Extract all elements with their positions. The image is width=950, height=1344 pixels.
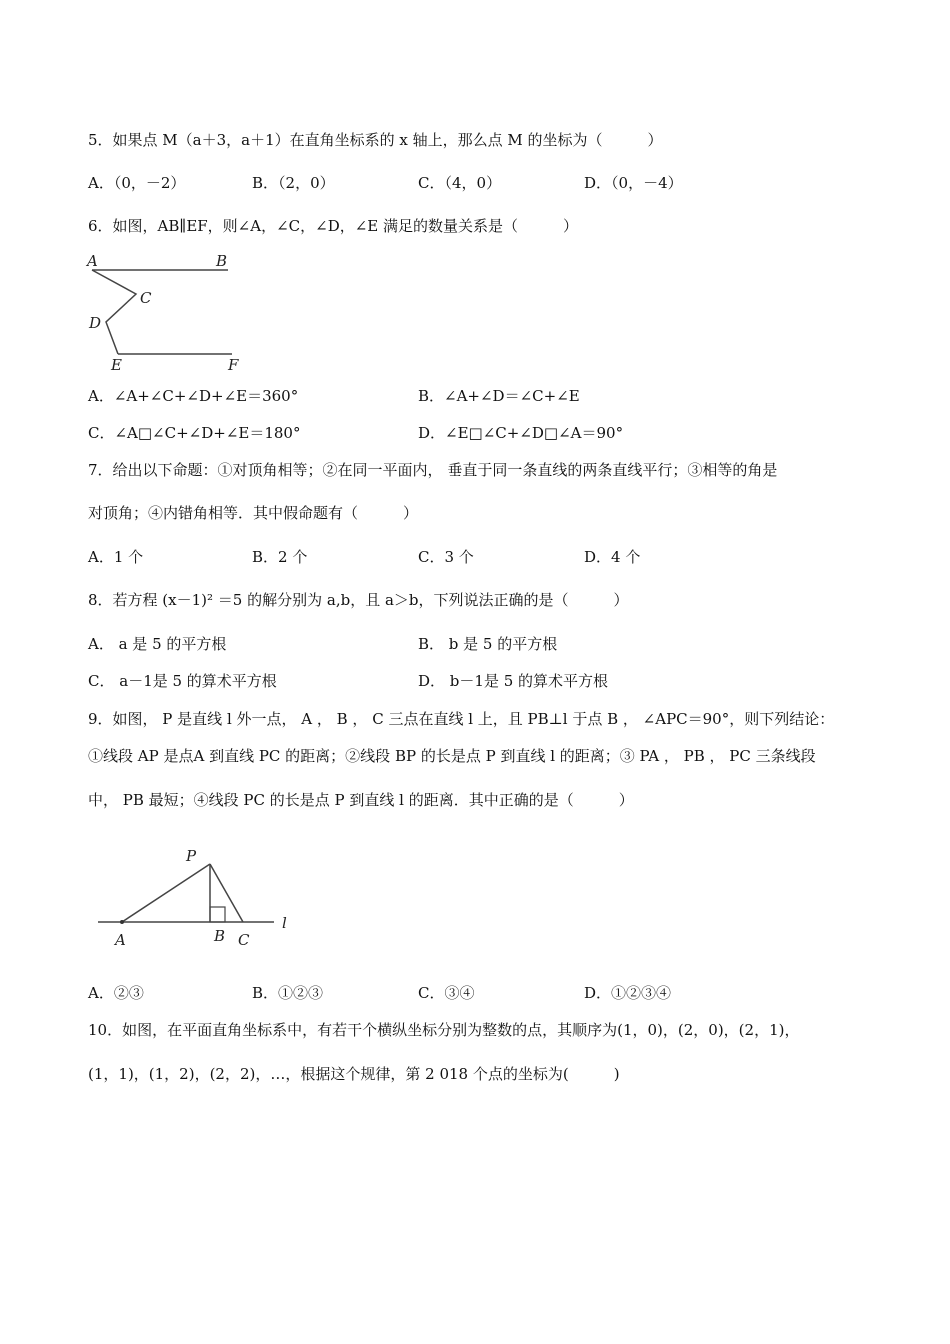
q9-point-a <box>120 920 124 924</box>
q6-label-e: E <box>111 356 122 374</box>
q9-option-b: B．①②③ <box>252 984 324 1002</box>
q6-option-c: C．∠A□∠C+∠D+∠E＝180° <box>88 424 301 442</box>
q9-label-l: l <box>282 914 287 932</box>
q9-stem-line1: 9．如图， P 是直线 l 外一点， A ， B ， C 三点在直线 l 上，且 PB⊥l 于点 B ， ∠APC＝90°，则下列结论： <box>88 710 835 728</box>
q9-option-d: D．①②③④ <box>584 984 672 1002</box>
q9-option-a: A．②③ <box>88 984 144 1002</box>
q8-option-d: D． b－1是 5 的算术平方根 <box>418 672 609 690</box>
q6-option-d: D．∠E□∠C+∠D□∠A＝90° <box>418 424 624 442</box>
q6-zigzag <box>92 270 136 354</box>
q6-option-b: B．∠A+∠D＝∠C+∠E <box>418 387 580 405</box>
q7-option-a: A．1 个 <box>88 548 144 566</box>
q9-figure <box>92 846 302 949</box>
q5-option-d: D．（0，－4） <box>584 174 683 192</box>
q7-option-d: D．4 个 <box>584 548 641 566</box>
q5-option-a: A．（0，－2） <box>88 174 186 192</box>
q7-stem-line2: 对顶角；④内错角相等．其中假命题有（ ） <box>88 504 419 522</box>
q6-label-d: D <box>89 314 102 332</box>
q5-option-c: C．（4，0） <box>418 174 502 192</box>
q6-stem: 6．如图，AB∥EF，则∠A，∠C，∠D，∠E 满足的数量关系是（ ） <box>88 217 579 235</box>
q7-option-b: B．2 个 <box>252 548 308 566</box>
q10-stem-line1: 10．如图，在平面直角坐标系中，有若干个横纵坐标分别为整数的点，其顺序为(1，0)，(2，0)，(2，1)， <box>88 1021 800 1039</box>
q6-option-a: A．∠A+∠C+∠D+∠E＝360° <box>88 387 299 405</box>
q6-label-b: B <box>216 252 228 270</box>
q9-label-p: P <box>186 847 197 865</box>
q6-figure <box>82 252 252 372</box>
q8-stem: 8．若方程 (x－1)² ＝5 的解分别为 a,b，且 a＞b，下列说法正确的是（ ） <box>88 591 629 609</box>
q7-stem-line1: 7．给出以下命题：①对顶角相等；②在同一平面内， 垂直于同一条直线的两条直线平行；③相等的角是 <box>88 461 778 479</box>
q9-label-a: A <box>115 931 126 949</box>
q9-stem-line3: 中， PB 最短；④线段 PC 的长是点 P 到直线 l 的距离．其中正确的是（ ） <box>88 791 634 809</box>
q7-option-c: C．3 个 <box>418 548 474 566</box>
q5-option-b: B．（2，0） <box>252 174 335 192</box>
q9-segment-pa <box>122 864 210 922</box>
q8-option-b: B． b 是 5 的平方根 <box>418 635 558 653</box>
q8-option-a: A． a 是 5 的平方根 <box>88 635 227 653</box>
q9-option-c: C．③④ <box>418 984 475 1002</box>
q9-stem-line2: ①线段 AP 是点A 到直线 PC 的距离；②线段 BP 的长是点 P 到直线 l 的距离；③ PA ， PB ， PC 三条线段 <box>88 747 816 765</box>
q9-segment-pc <box>210 864 243 922</box>
q9-label-b: B <box>214 927 226 945</box>
q10-stem-line2: (1，1)，(1，2)，(2，2)，…，根据这个规律，第 2 018 个点的坐标为( ) <box>88 1065 620 1083</box>
q6-label-a: A <box>87 252 98 270</box>
q9-label-c: C <box>238 931 250 949</box>
q8-option-c: C． a－1是 5 的算术平方根 <box>88 672 277 690</box>
q9-right-angle-mark <box>210 907 225 922</box>
q5-stem: 5．如果点 M（a＋3，a＋1）在直角坐标系的 x 轴上，那么点 M 的坐标为（ ） <box>88 131 663 149</box>
q6-label-f: F <box>228 356 239 374</box>
q6-label-c: C <box>140 289 152 307</box>
